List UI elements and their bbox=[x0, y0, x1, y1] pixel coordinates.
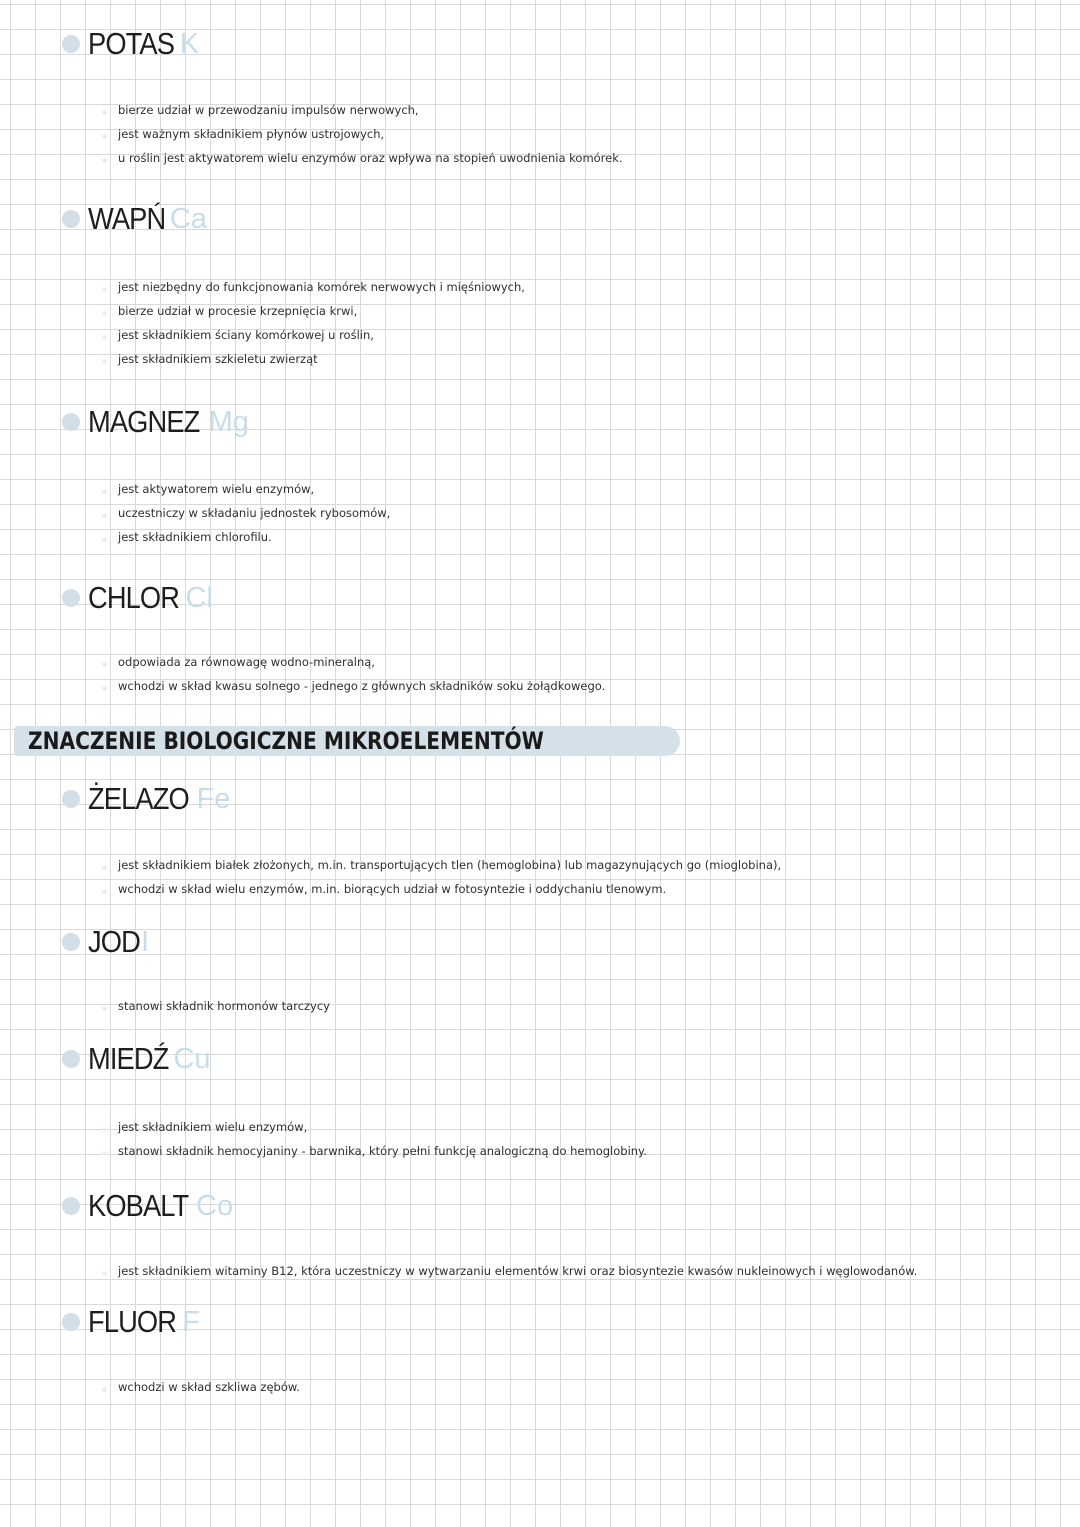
note-line: wchodzi w skład kwasu solnego - jednego z głównych składników soku żołądkowego. bbox=[118, 680, 605, 704]
element-name: KOBALT bbox=[88, 1188, 189, 1223]
element-heading-jod bbox=[62, 922, 149, 962]
section-title: ZNACZENIE BIOLOGICZNE MIKROELEMENTÓW bbox=[28, 727, 544, 755]
element-notes-potas bbox=[118, 104, 623, 176]
bullet-dot-icon bbox=[62, 413, 80, 431]
element-symbol: Fe bbox=[196, 782, 231, 815]
element-name: MAGNEZ bbox=[88, 404, 200, 439]
element-name: POTAS bbox=[88, 26, 175, 61]
bullet-dot-icon bbox=[62, 933, 80, 951]
element-notes-zelazo bbox=[118, 859, 781, 907]
element-name: WAPŃ bbox=[88, 201, 166, 236]
element-symbol: K bbox=[179, 27, 200, 60]
element-symbol: F bbox=[182, 1305, 200, 1338]
bullet-dot-icon bbox=[62, 1050, 80, 1068]
note-line: stanowi składnik hormonów tarczycy bbox=[118, 1000, 330, 1024]
element-notes-magnez bbox=[118, 483, 390, 555]
element-symbol: Cl bbox=[185, 581, 213, 614]
element-name: ŻELAZO bbox=[88, 781, 189, 816]
bullet-dot-icon bbox=[62, 1313, 80, 1331]
element-notes-miedz bbox=[118, 1121, 647, 1169]
element-symbol: Cu bbox=[173, 1042, 211, 1075]
note-line: u roślin jest aktywatorem wielu enzymów oraz wpływa na stopień uwodnienia komórek. bbox=[118, 152, 623, 176]
note-line: wchodzi w skład szkliwa zębów. bbox=[118, 1381, 300, 1405]
note-line: odpowiada za równowagę wodno-mineralną, bbox=[118, 656, 605, 680]
note-line: jest składnikiem białek złożonych, m.in. transportujących tlen (hemoglobina) lub magazynujących go (mioglobina), bbox=[118, 859, 781, 883]
note-line: stanowi składnik hemocyjaniny - barwnika, który pełni funkcję analogiczną do hemoglobiny. bbox=[118, 1145, 647, 1169]
element-notes-wapn bbox=[118, 281, 525, 377]
note-line: jest ważnym składnikiem płynów ustrojowych, bbox=[118, 128, 623, 152]
bullet-dot-icon bbox=[62, 589, 80, 607]
note-line: wchodzi w skład wielu enzymów, m.in. biorących udział w fotosyntezie i oddychaniu tlenowym. bbox=[118, 883, 781, 907]
element-notes-chlor bbox=[118, 656, 605, 704]
element-name: FLUOR bbox=[88, 1304, 177, 1339]
note-line: jest składnikiem wielu enzymów, bbox=[118, 1121, 647, 1145]
note-line: jest składnikiem ściany komórkowej u roślin, bbox=[118, 329, 525, 353]
element-heading-fluor bbox=[62, 1302, 200, 1342]
note-line: uczestniczy w składaniu jednostek rybosomów, bbox=[118, 507, 390, 531]
element-heading-potas bbox=[62, 24, 199, 64]
element-name: CHLOR bbox=[88, 580, 180, 615]
note-line: jest składnikiem szkieletu zwierząt bbox=[118, 353, 525, 377]
note-line: jest składnikiem chlorofilu. bbox=[118, 531, 390, 555]
element-heading-kobalt bbox=[62, 1186, 233, 1226]
element-heading-wapn bbox=[62, 199, 207, 239]
element-symbol: Ca bbox=[169, 202, 207, 235]
element-symbol: Mg bbox=[208, 405, 249, 438]
element-symbol: I bbox=[141, 925, 150, 958]
bullet-dot-icon bbox=[62, 790, 80, 808]
element-notes-fluor bbox=[118, 1381, 300, 1405]
element-notes-kobalt bbox=[118, 1265, 917, 1289]
element-name: JOD bbox=[88, 924, 140, 959]
element-heading-zelazo bbox=[62, 779, 230, 819]
note-line: jest niezbędny do funkcjonowania komórek nerwowych i mięśniowych, bbox=[118, 281, 525, 305]
note-line: bierze udział w procesie krzepnięcia krwi, bbox=[118, 305, 525, 329]
bullet-dot-icon bbox=[62, 1197, 80, 1215]
bullet-dot-icon bbox=[62, 35, 80, 53]
element-notes-jod bbox=[118, 1000, 330, 1024]
note-line: bierze udział w przewodzaniu impulsów nerwowych, bbox=[118, 104, 623, 128]
element-name: MIEDŹ bbox=[88, 1041, 169, 1076]
note-line: jest aktywatorem wielu enzymów, bbox=[118, 483, 390, 507]
element-heading-miedz bbox=[62, 1039, 211, 1079]
element-heading-magnez bbox=[62, 402, 249, 442]
element-symbol: Co bbox=[196, 1189, 234, 1222]
element-heading-chlor bbox=[62, 578, 213, 618]
note-line: jest składnikiem witaminy B12, która uczestniczy w wytwarzaniu elementów krwi oraz biosyntezie kwasów nukleinowych i węglowodanów. bbox=[118, 1265, 917, 1289]
bullet-dot-icon bbox=[62, 210, 80, 228]
